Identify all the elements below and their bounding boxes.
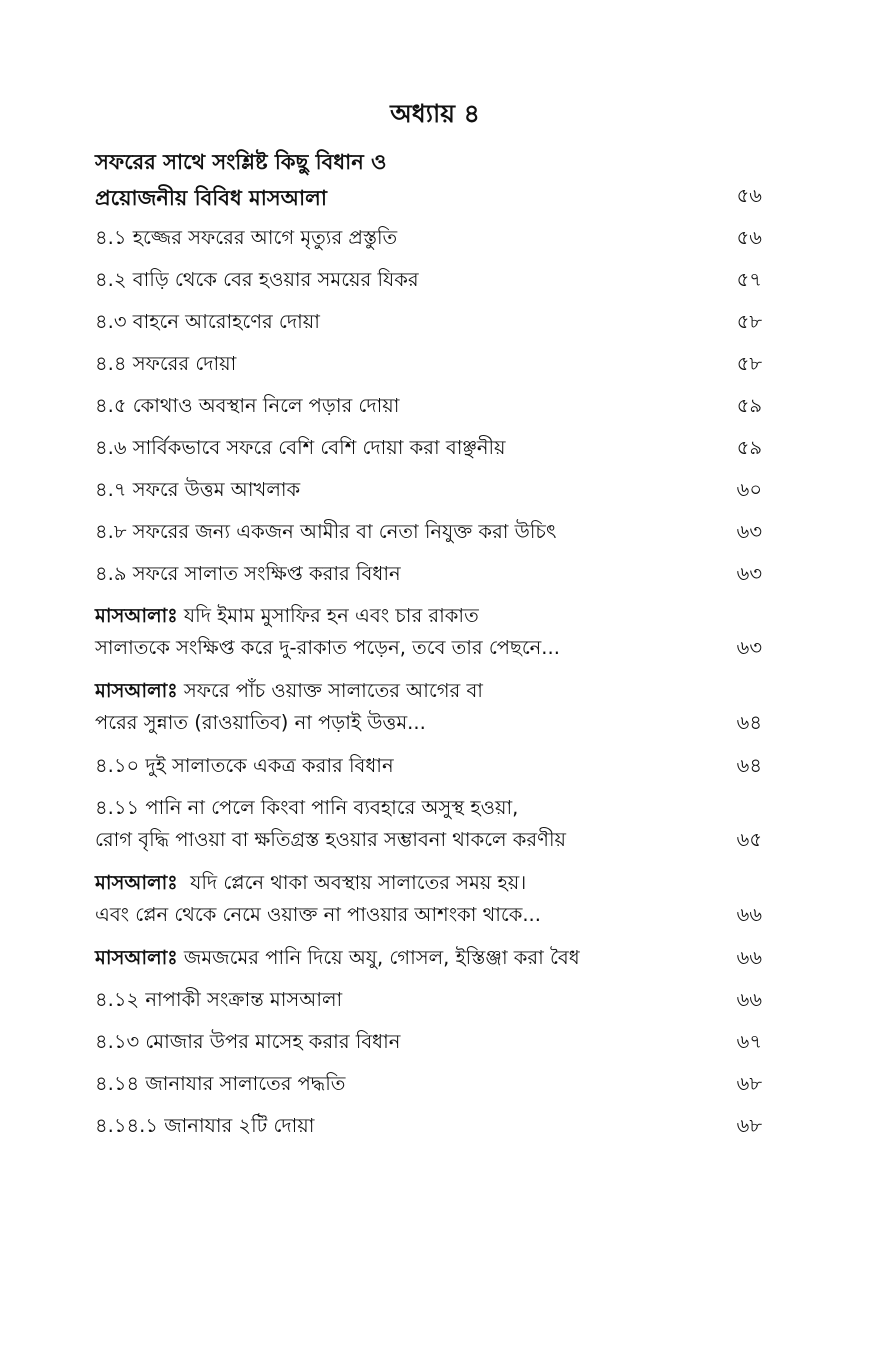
page-number: ৫৭	[736, 268, 762, 291]
entry-title: ৪.৩ বাহনে আরোহণের দোয়া	[95, 310, 320, 333]
page-number: ৬৩	[736, 636, 762, 659]
entry-title-line-2: এবং প্লেন থেকে নেমে ওয়াক্ত না পাওয়ার আশংকা থাকে...	[95, 903, 541, 926]
toc-entry-4-7[interactable]	[95, 474, 765, 506]
entry-title: জমজমের পানি দিয়ে অযু, গোসল, ইস্তিঞ্জা করা বৈধ	[177, 946, 580, 969]
toc-entry-4-5[interactable]	[95, 390, 765, 422]
section-title-line-2: প্রয়োজনীয় বিবিধ মাসআলা	[95, 186, 327, 210]
page-number: ৫৯	[736, 394, 762, 417]
entry-title-line-1: ৪.১১ পানি না পেলে কিংবা পানি ব্যবহারে অসুস্থ হওয়া,	[95, 796, 519, 819]
toc-entry-4-14-1[interactable]	[95, 1110, 765, 1142]
page-number: ৫৬	[736, 226, 762, 249]
toc-entry-4-14[interactable]	[95, 1068, 765, 1100]
entry-title-line-2: সালাতকে সংক্ষিপ্ত করে দু-রাকাত পড়েন, তবে তার পেছনে...	[95, 636, 560, 659]
toc-entry-4-3[interactable]	[95, 306, 765, 338]
entry-title: ৪.৫ কোথাও অবস্থান নিলে পড়ার দোয়া	[95, 394, 400, 417]
toc-entry-masala-plane[interactable]	[95, 867, 765, 931]
page-number: ৫৮	[736, 352, 762, 375]
page-number: ৫৮	[736, 310, 762, 333]
table-of-contents	[95, 144, 765, 1152]
entry-title: ৪.১৪ জানাযার সালাতের পদ্ধতি	[95, 1072, 346, 1095]
page-number: ৬০	[736, 478, 762, 501]
toc-entry-4-11[interactable]	[95, 792, 765, 856]
page-number: ৬৫	[736, 828, 762, 851]
page-number: ৬৪	[736, 754, 762, 777]
page-number: ৬৪	[736, 711, 762, 734]
entry-title-line-1: সফরে পাঁচ ওয়াক্ত সালাতের আগের বা	[177, 679, 483, 702]
toc-entry-masala-imam-musafir[interactable]	[95, 600, 765, 664]
toc-entry-4-4[interactable]	[95, 348, 765, 380]
entry-title: ৪.১২ নাপাকী সংক্রান্ত মাসআলা	[95, 988, 343, 1011]
page-number: ৬৬	[736, 903, 762, 926]
toc-entry-4-10[interactable]	[95, 750, 765, 782]
chapter-title: অধ্যায় ৪	[390, 99, 480, 128]
section-title-line-1: সফরের সাথে সংশ্লিষ্ট কিছু বিধান ও	[95, 150, 387, 174]
entry-title: ৪.১৪.১ জানাযার ২টি দোয়া	[95, 1114, 315, 1137]
page-number: ৫৬	[736, 184, 762, 207]
page-number: ৬৬	[736, 988, 762, 1011]
toc-entry-4-8[interactable]	[95, 516, 765, 548]
toc-entry-masala-sunnah-rawatib[interactable]	[95, 675, 765, 739]
section-heading[interactable]	[95, 144, 765, 216]
entry-title-line-2: পরের সুন্নাত (রাওয়াতিব) না পড়াই উত্তম...	[95, 711, 426, 734]
page-number: ৬৮	[736, 1114, 762, 1137]
masala-label: মাসআলাঃ	[95, 871, 178, 894]
page-number: ৬৩	[736, 562, 762, 585]
masala-label: মাসআলাঃ	[95, 679, 178, 702]
entry-title: ৪.৭ সফরে উত্তম আখলাক	[95, 478, 301, 501]
entry-title-line-2: রোগ বৃদ্ধি পাওয়া বা ক্ষতিগ্রস্ত হওয়ার সম্ভাবনা থাকলে করণীয়	[95, 828, 567, 851]
entry-title: ৪.২ বাড়ি থেকে বের হওয়ার সময়ের যিকর	[95, 268, 419, 291]
toc-entry-4-12[interactable]	[95, 984, 765, 1016]
page-number: ৬৭	[736, 1030, 762, 1053]
page-number: ৬৮	[736, 1072, 762, 1095]
masala-label: মাসআলাঃ	[95, 946, 178, 969]
entry-title-line-1: যদি প্লেনে থাকা অবস্থায় সালাতের সময় হয়।	[177, 871, 527, 894]
entry-title: ৪.৬ সার্বিকভাবে সফরে বেশি বেশি দোয়া করা বাঞ্ছনীয়	[95, 436, 506, 459]
page-number: ৫৯	[736, 436, 762, 459]
entry-title-line-1: যদি ইমাম মুসাফির হন এবং চার রাকাত	[177, 604, 479, 627]
entry-title: ৪.১০ দুই সালাতকে একত্র করার বিধান	[95, 754, 394, 777]
entry-title: ৪.১ হজ্জের সফরের আগে মৃত্যুর প্রস্তুতি	[95, 226, 398, 249]
entry-title: ৪.১৩ মোজার উপর মাসেহ করার বিধান	[95, 1030, 401, 1053]
page-number: ৬৩	[736, 520, 762, 543]
entry-title: ৪.৮ সফরের জন্য একজন আমীর বা নেতা নিযুক্ত করা উচিৎ	[95, 520, 557, 543]
entry-title: ৪.৯ সফরে সালাত সংক্ষিপ্ত করার বিধান	[95, 562, 401, 585]
toc-entry-4-9[interactable]	[95, 558, 765, 590]
toc-entry-4-13[interactable]	[95, 1026, 765, 1058]
toc-entry-masala-zamzam[interactable]	[95, 942, 765, 974]
page-number: ৬৬	[736, 946, 762, 969]
masala-label: মাসআলাঃ	[95, 604, 178, 627]
entry-title: ৪.৪ সফরের দোয়া	[95, 352, 237, 375]
toc-entry-4-6[interactable]	[95, 432, 765, 464]
toc-entry-4-1[interactable]	[95, 222, 765, 254]
toc-entry-4-2[interactable]	[95, 264, 765, 296]
